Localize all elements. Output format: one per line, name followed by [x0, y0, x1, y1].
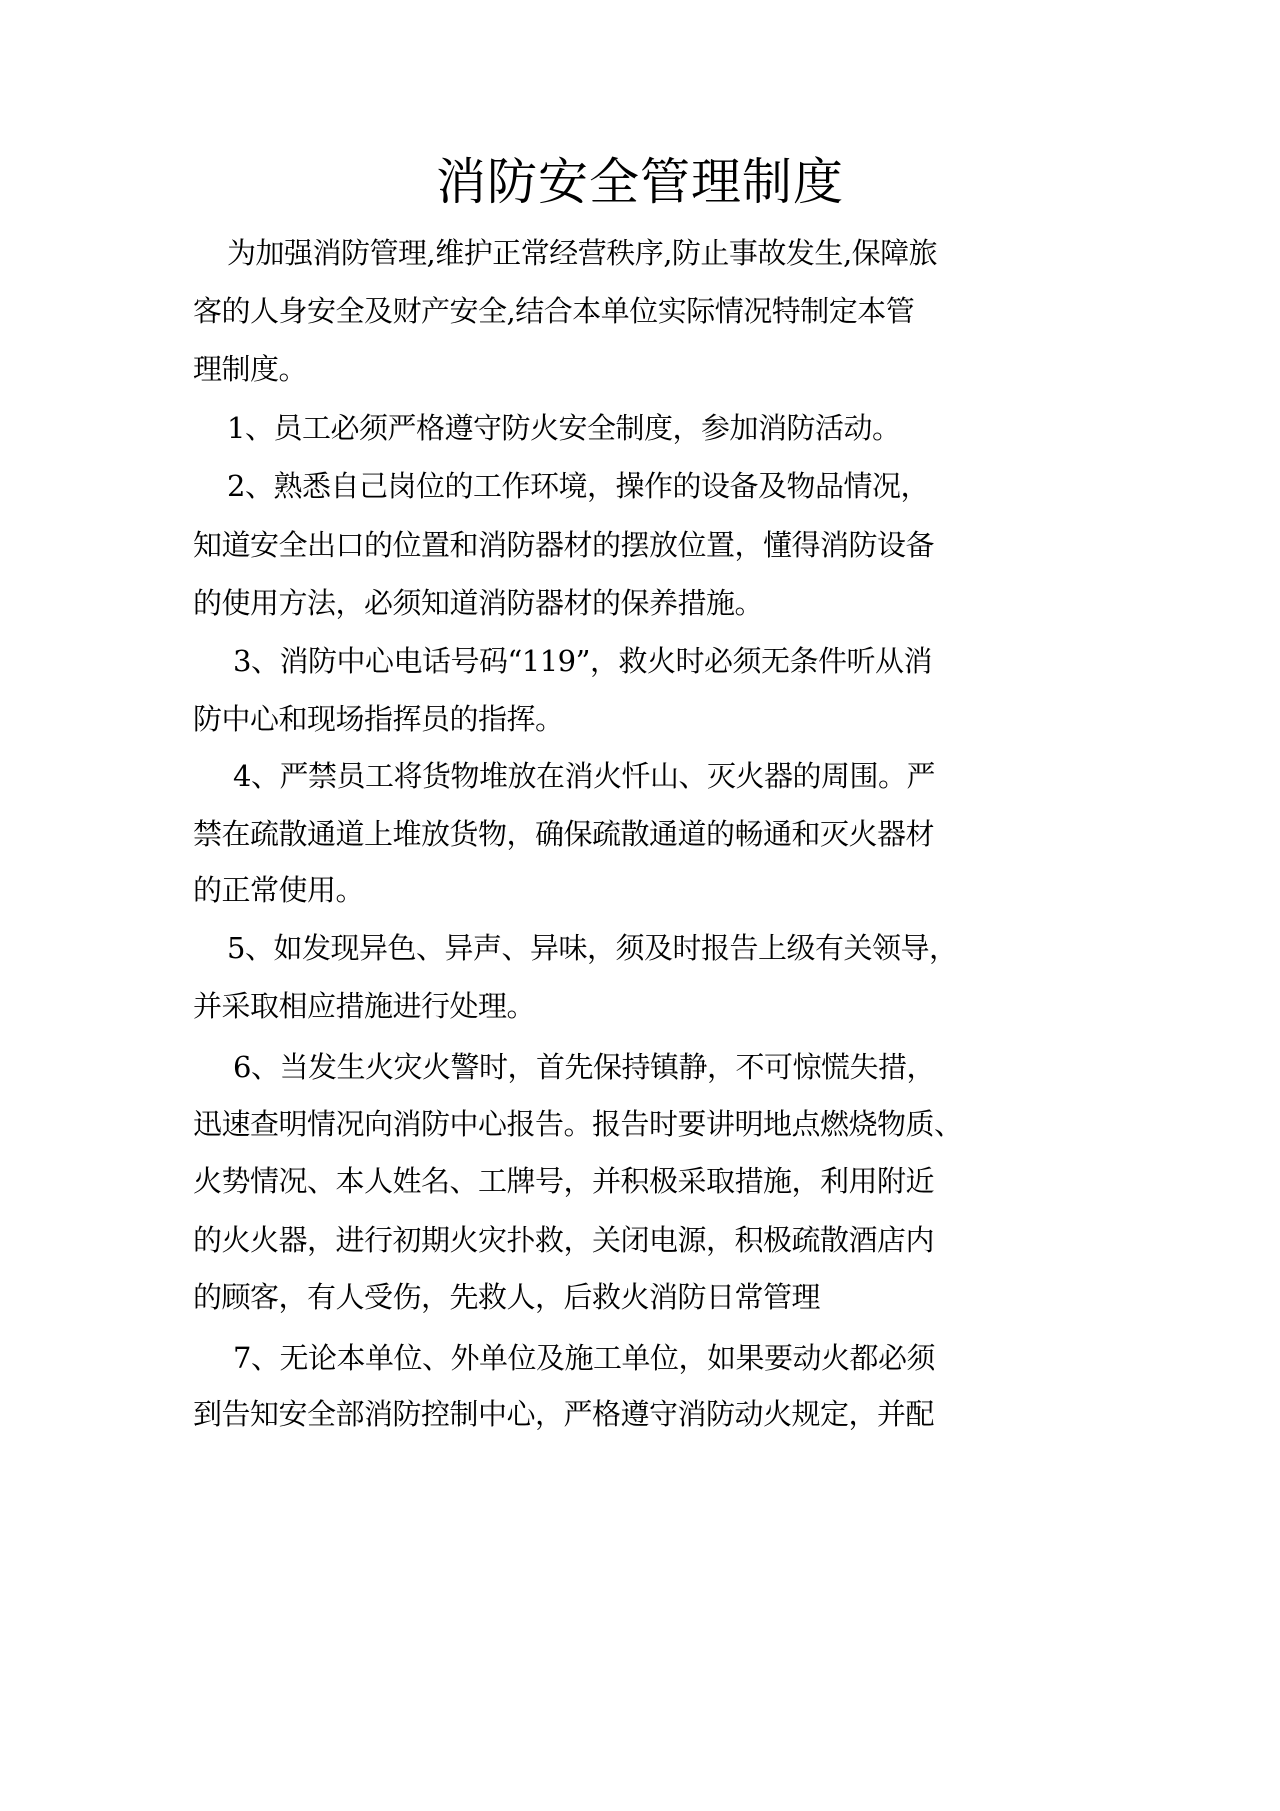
body-line: 防中心和现场指挥员的指挥。 [193, 702, 564, 736]
body-line: 的使用方法，必须知道消防器材的保养措施。 [193, 586, 764, 620]
rule-item-2: 2、熟悉自己岗位的工作环境，操作的设备及物品情况， [227, 469, 929, 503]
rule-item-5: 5、如发现异色、异声、异味，须及时报告上级有关领导， [227, 931, 958, 965]
body-line: 为加强消防管理,维护正常经营秩序,防止事故发生,保障旅 [227, 236, 938, 270]
body-line: 的火火器，进行初期火灾扑救，关闭电源，积极疏散酒店内 [193, 1223, 935, 1257]
body-line: 的正常使用。 [193, 873, 365, 907]
body-line: 客的人身安全及财产安全,结合本单位实际情况特制定本管 [193, 294, 915, 328]
rule-item-6: 6、当发生火灾火警时，首先保持镇静，不可惊慌失措， [233, 1050, 935, 1084]
rule-item-7: 7、无论本单位、外单位及施工单位，如果要动火都必须 [233, 1341, 935, 1375]
body-line: 知道安全出口的位置和消防器材的摆放位置，懂得消防设备 [193, 528, 935, 562]
body-line: 理制度。 [193, 352, 308, 386]
rule-item-1: 1、员工必须严格遵守防火安全制度，参加消防活动。 [227, 411, 901, 445]
body-line: 并采取相应措施进行处理。 [193, 989, 536, 1023]
document-title: 消防安全管理制度 [436, 153, 844, 211]
rule-item-4: 4、严禁员工将货物堆放在消火忏山、灭火器的周围。严 [233, 759, 935, 793]
body-line: 禁在疏散通道上堆放货物，确保疏散通道的畅通和灭火器材 [193, 817, 935, 851]
body-line: 到告知安全部消防控制中心，严格遵守消防动火规定，并配 [193, 1397, 935, 1431]
body-line: 火势情况、本人姓名、工牌号，并积极采取措施，利用附近 [193, 1164, 935, 1198]
body-line: 的顾客，有人受伤，先救人，后救火消防日常管理 [193, 1280, 821, 1314]
body-line: 迅速查明情况向消防中心报告。报告时要讲明地点燃烧物质、 [193, 1107, 963, 1141]
rule-item-3: 3、消防中心电话号码“119”，救火时必须无条件听从消 [233, 644, 932, 678]
